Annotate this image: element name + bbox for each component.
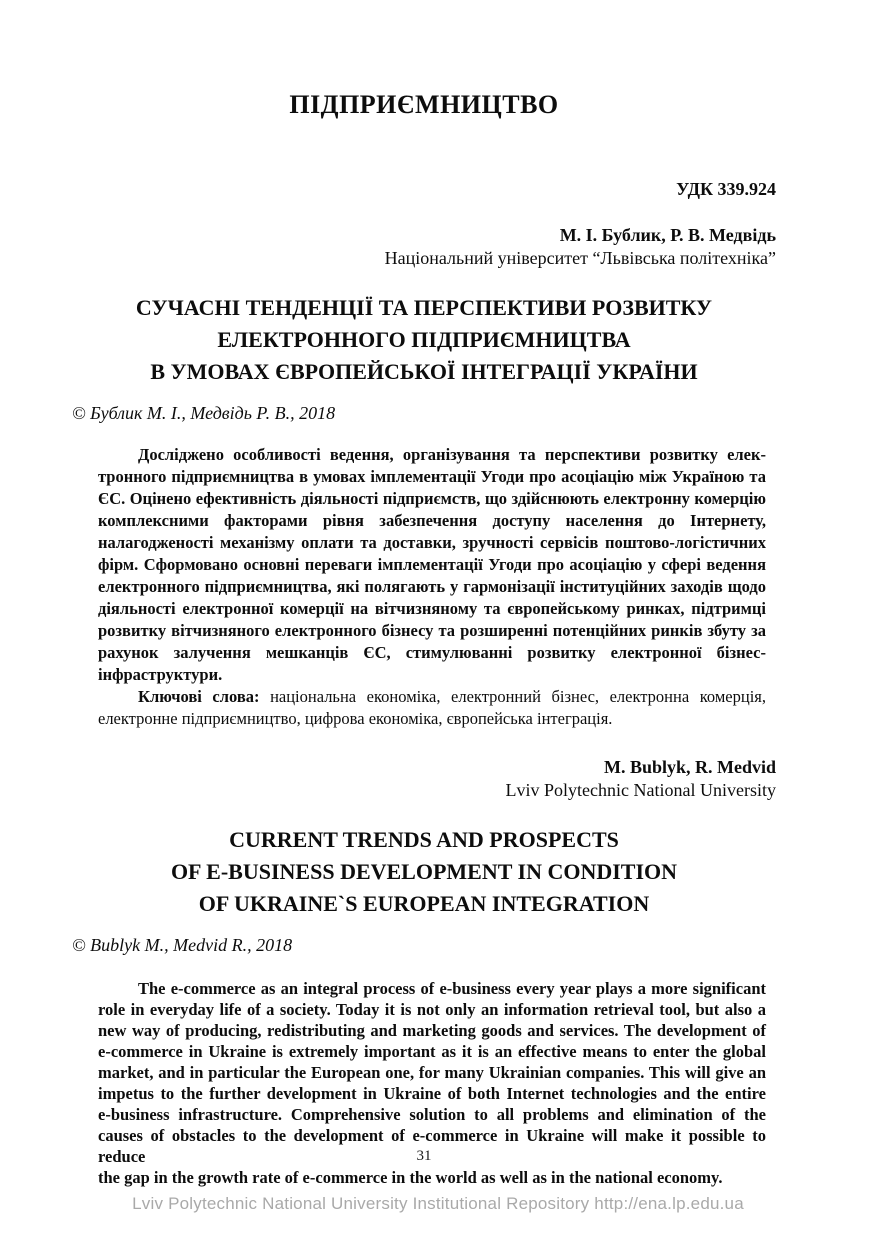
text-line: Досліджено особливості ведення, організування та перспективи розвитку елек- <box>138 445 766 464</box>
keywords-label: Ключові слова: <box>138 687 260 706</box>
text-line: CURRENT TRENDS AND PROSPECTS <box>229 827 619 852</box>
text-line: ЕЛЕКТРОННОГО ПІДПРИЄМНИЦТВА <box>217 327 631 352</box>
authors-block-en <box>72 756 776 802</box>
abstract-ua <box>98 444 766 686</box>
text-line: role in everyday life of a society. Today it is not only an information retrieval tool, but also a <box>98 1000 766 1019</box>
article-title-ua <box>72 292 776 388</box>
authors-ua: М. І. Бублик, Р. В. Медвідь <box>559 225 776 245</box>
text-line: The e-commerce as an integral process of e-business every year plays a more significant <box>138 979 766 998</box>
text-line: impetus to the further development in Ukraine of both Internet technologies and the entire <box>98 1084 766 1103</box>
text-line: ЄС. Оцінено ефективність діяльності підприємств, що здійснюють електронну комерцію <box>98 489 766 508</box>
affiliation-en: Lviv Polytechnic National University <box>505 780 776 800</box>
page-number: 31 <box>416 1148 432 1164</box>
text-line: the gap in the growth rate of e-commerce in the world as well as in the national economy. <box>98 1168 723 1187</box>
udc-number: УДК 339.924 <box>676 179 776 199</box>
copyright-ua: © Бублик М. І., Медвідь Р. В., 2018 <box>72 403 336 423</box>
keywords-line: електронне підприємництво, цифрова економіка, європейська інтеграція. <box>98 709 613 728</box>
text-line: діяльності електронної комерції на вітчизняному та європейському ринках, підтримці <box>98 599 766 618</box>
text-line: OF E-BUSINESS DEVELOPMENT IN CONDITION <box>170 859 678 884</box>
text-line: тронного підприємництва в умовах імплементації Угоди про асоціацію між Україною та <box>98 467 766 486</box>
text-line: фірм. Сформовано основні переваги імплементації Угоди про асоціацію у сфері ведення <box>98 555 766 574</box>
article-title-en <box>72 824 776 920</box>
text-line: розвитку вітчизняного електронного бізнесу та розширенні потенційних ринків збуту за <box>98 621 766 640</box>
text-line: OF UKRAINE`S EUROPEAN INTEGRATION <box>198 891 650 916</box>
text-line: market, and in particular the European one, for many Ukrainian companies. This will give an <box>98 1063 766 1082</box>
authors-en: M. Bublyk, R. Medvid <box>603 757 776 777</box>
section-header: ПІДПРИЄМНИЦТВО <box>289 90 559 119</box>
text-line: рахунок залучення мешканців ЄС, стимулюванні розвитку електронної бізнес- <box>98 643 766 662</box>
affiliation-ua: Національний університет “Львівська політехніка” <box>384 248 776 268</box>
text-line: СУЧАСНІ ТЕНДЕНЦІЇ ТА ПЕРСПЕКТИВИ РОЗВИТКУ <box>135 295 713 320</box>
text-line: new way of producing, redistributing and marketing goods and services. The development of <box>98 1021 766 1040</box>
repository-footer: Lviv Polytechnic National University Institutional Repository http://ena.lp.edu.ua <box>132 1194 744 1213</box>
text-line: комплексними факторами рівня забезпечення доступу населення до Інтернету, <box>98 511 766 530</box>
text-line: e-commerce in Ukraine is extremely important as it is an effective means to enter the global <box>98 1042 766 1061</box>
keywords-text: національна економіка, електронний бізнес, електронна комерція, <box>259 687 766 706</box>
text-line: електронного підприємництва, які полягають у гармонізації інституційних заходів щодо <box>98 577 766 596</box>
keywords <box>98 686 766 730</box>
authors-block-ua <box>72 224 776 270</box>
keywords-line <box>98 686 766 708</box>
text-line: інфраструктури. <box>98 665 223 684</box>
text-line: e-business infrastructure. Comprehensive solution to all problems and elimination of the <box>98 1105 766 1124</box>
copyright-en: © Bublyk M., Medvid R., 2018 <box>72 935 293 955</box>
text-line: В УМОВАХ ЄВРОПЕЙСЬКОЇ ІНТЕГРАЦІЇ УКРАЇНИ <box>150 359 698 384</box>
text-line: налагодженості механізму оплати та доставки, зручності сервісів поштово-логістичних <box>98 533 766 552</box>
text-line: causes of obstacles to the development of e-commerce in Ukraine will make it possible to reduce <box>98 1126 766 1166</box>
